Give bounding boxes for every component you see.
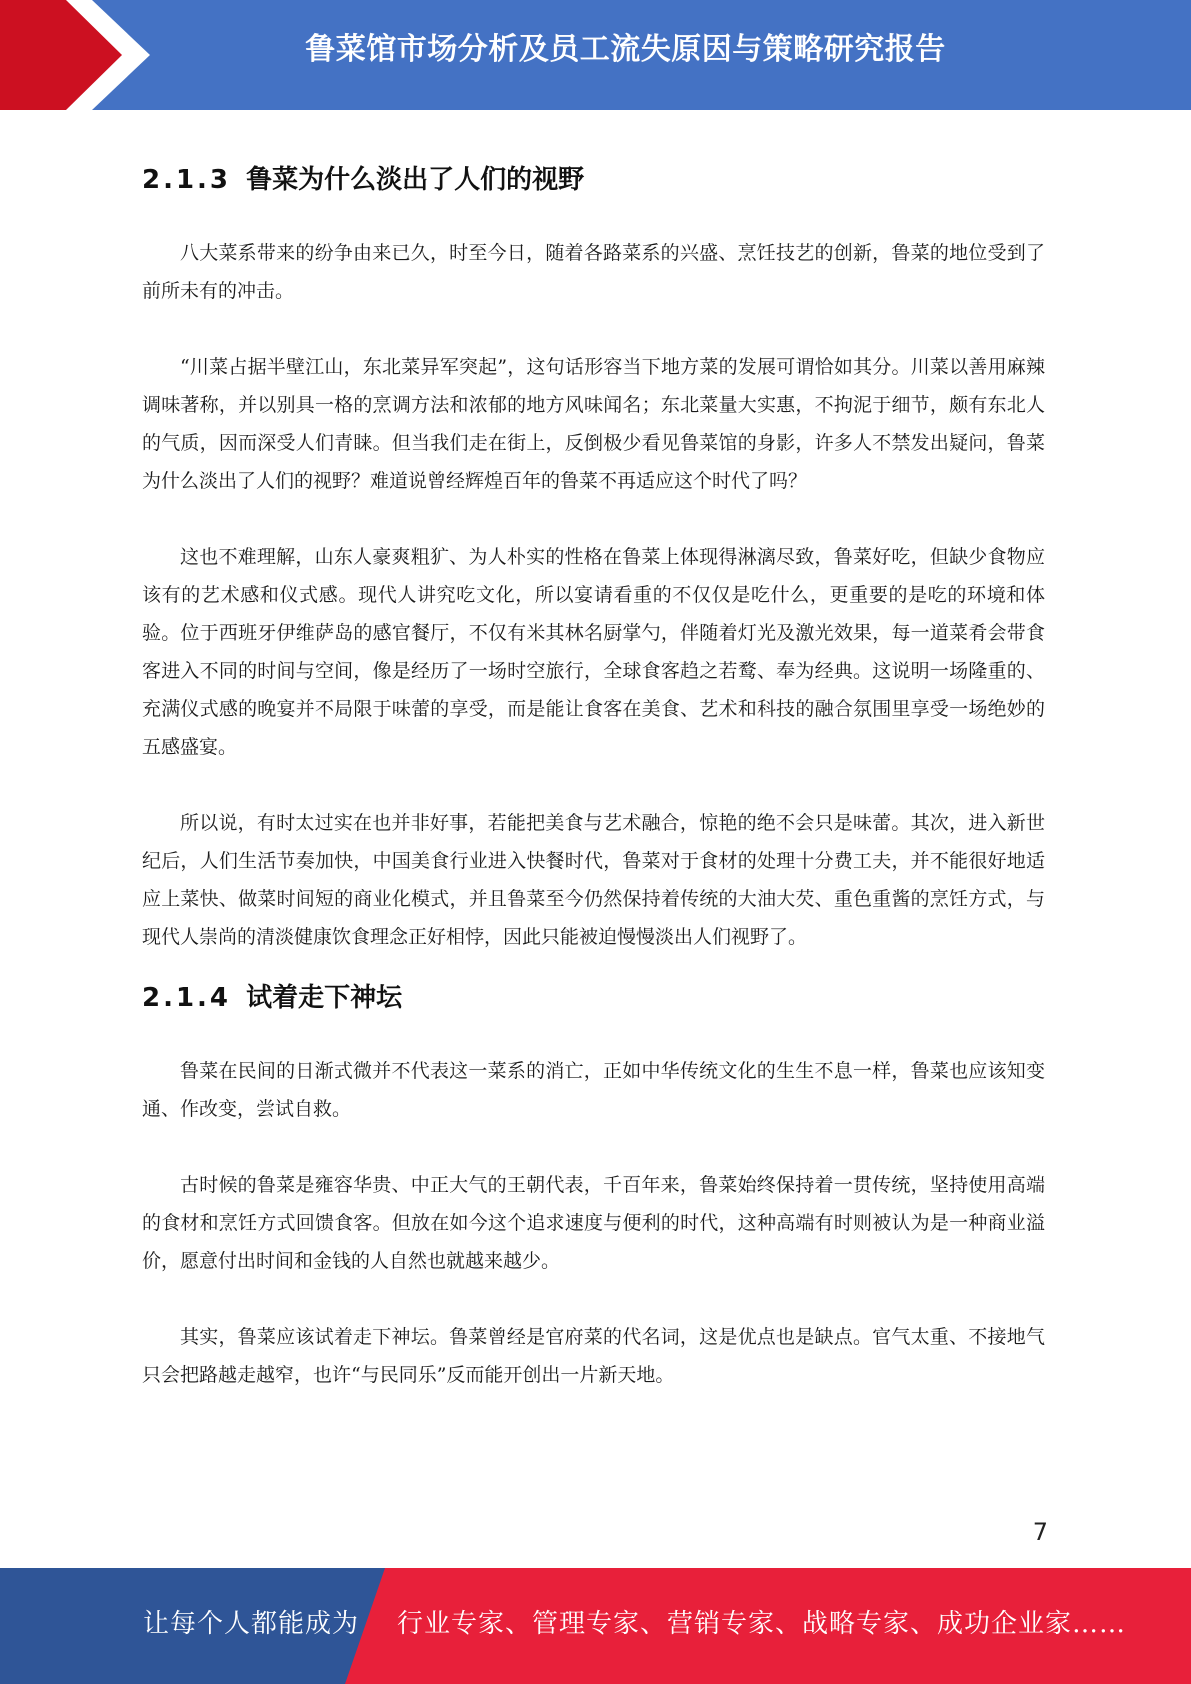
- paragraph: 鲁菜在民间的日渐式微并不代表这一菜系的消亡，正如中华传统文化的生生不息一样，鲁菜也应该知变通、作改变，尝试自救。: [142, 1060, 1045, 1120]
- section-title: 试着走下神坛: [246, 983, 403, 1013]
- section-heading-2-1-4: [142, 978, 1045, 1018]
- paragraph: 古时候的鲁菜是雍容华贵、中正大气的王朝代表，千百年来，鲁菜始终保持着一贯传统，坚持使用高端的食材和烹饪方式回馈食客。但放在如今这个追求速度与便利的时代，这种高端有时则被认为是一种商业溢价，愿意付出时间和金钱的人自然也就越来越少。: [142, 1174, 1045, 1272]
- section-heading-2-1-3: [142, 160, 1045, 200]
- paragraph: 八大菜系带来的纷争由来已久，时至今日，随着各路菜系的兴盛、烹饪技艺的创新，鲁菜的地位受到了前所未有的冲击。: [142, 242, 1045, 302]
- paragraph: 这也不难理解，山东人豪爽粗犷、为人朴实的性格在鲁菜上体现得淋漓尽致，鲁菜好吃，但缺少食物应该有的艺术感和仪式感。现代人讲究吃文化，所以宴请看重的不仅仅是吃什么，更重要的是吃的环境和体验。位于西班牙伊维萨岛的感官餐厅，不仅有米其林名厨掌勺，伴随着灯光及激光效果，每一道菜肴会带食客进入不同的时间与空间，像是经历了一场时空旅行，全球食客趋之若鹜、奉为经典。这说明一场隆重的、充满仪式感的晚宴并不局限于味蕾的享受，而是能让食客在美食、艺术和科技的融合氛围里享受一场绝妙的五感盛宴。: [142, 546, 1045, 758]
- footer-slogan-right: 行业专家、管理专家、营销专家、战略专家、成功企业家……: [397, 1609, 1127, 1639]
- page-number: 7: [1032, 1518, 1048, 1546]
- section-number: 2.1.4: [142, 983, 232, 1013]
- paragraph: 其实，鲁菜应该试着走下神坛。鲁菜曾经是官府菜的代名词，这是优点也是缺点。官气太重、不接地气只会把路越走越窄，也许“与民同乐”反而能开创出一片新天地。: [142, 1326, 1045, 1386]
- header-arrow-icon: [0, 0, 150, 110]
- paragraph: 所以说，有时太过实在也并非好事，若能把美食与艺术融合，惊艳的绝不会只是味蕾。其次，进入新世纪后，人们生活节奏加快，中国美食行业进入快餐时代，鲁菜对于食材的处理十分费工夫，并不能很好地适应上菜快、做菜时间短的商业化模式，并且鲁菜至今仍然保持着传统的大油大芡、重色重酱的烹饪方式，与现代人崇尚的清淡健康饮食理念正好相悖，因此只能被迫慢慢淡出人们视野了。: [142, 812, 1045, 948]
- footer-slogan-left: 让每个人都能成为: [143, 1609, 360, 1639]
- paragraph: “川菜占据半壁江山，东北菜异军突起”，这句话形容当下地方菜的发展可谓恰如其分。川菜以善用麻辣调味著称，并以别具一格的烹调方法和浓郁的地方风味闻名；东北菜量大实惠，不拘泥于细节，颇有东北人的气质，因而深受人们青睐。但当我们走在街上，反倒极少看见鲁菜馆的身影，许多人不禁发出疑问，鲁菜为什么淡出了人们的视野？难道说曾经辉煌百年的鲁菜不再适应这个时代了吗？: [142, 356, 1045, 492]
- page-header: [0, 0, 1191, 110]
- document-title: 鲁菜馆市场分析及员工流失原因与策略研究报告: [305, 32, 946, 67]
- main-content: [142, 160, 1045, 1432]
- section-number: 2.1.3: [142, 165, 232, 195]
- page-footer: [0, 1568, 1191, 1684]
- section-title: 鲁菜为什么淡出了人们的视野: [246, 165, 585, 195]
